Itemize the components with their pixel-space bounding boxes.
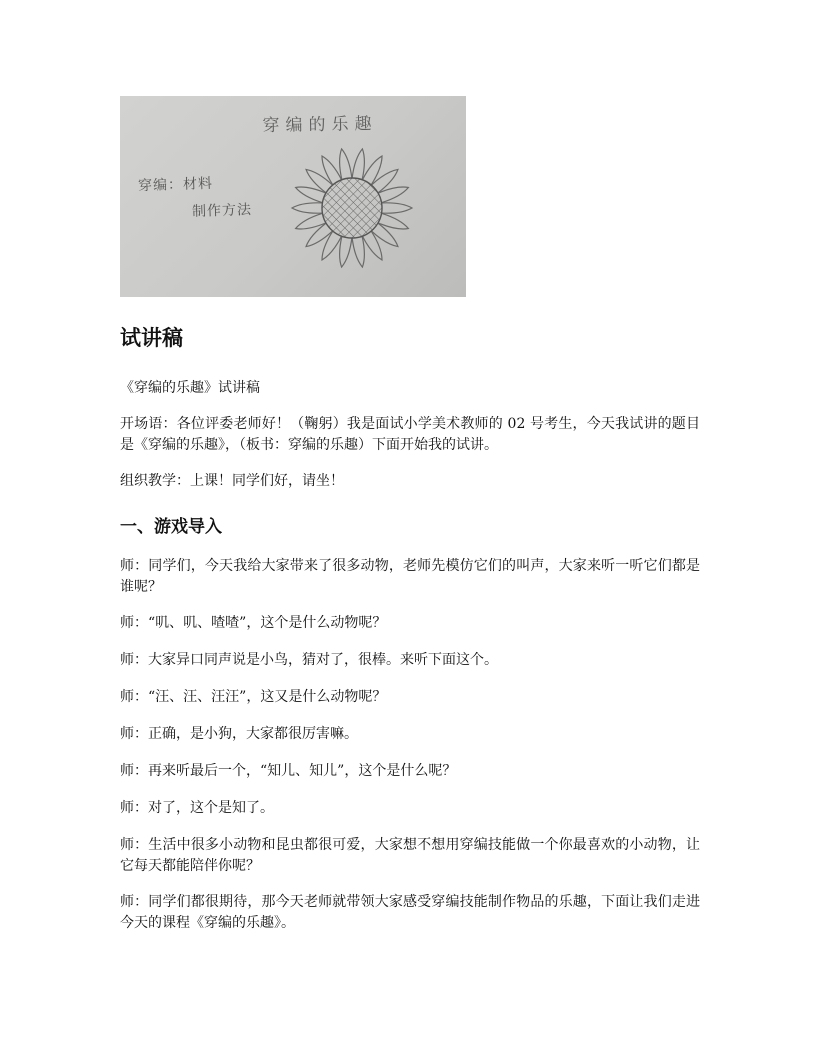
dialogue-paragraph: 师：正确，是小狗，大家都很厉害嘛。	[120, 726, 358, 742]
petal	[382, 203, 412, 213]
opening-paragraph: 开场语：各位评委老师好！（鞠躬）我是面试小学美术教师的 02 号考生，今天我试讲的题目是《穿编的乐趣》，（板书：穿编的乐趣）下面开始我的试讲。	[120, 416, 700, 453]
sketch-title: 穿编的乐趣	[262, 113, 378, 137]
sketch-note-materials: 穿编：材料	[137, 175, 214, 195]
page-heading: 试讲稿	[120, 326, 183, 350]
dialogue-paragraph: 师：生活中很多小动物和昆虫都很可爱，大家想不想用穿编技能做一个你最喜欢的小动物，让它每天都能陪伴你呢？	[120, 837, 700, 874]
dialogue-paragraph: 师：“汪、汪、汪汪”，这又是什么动物呢？	[120, 689, 387, 705]
petal	[292, 203, 322, 213]
intro-title: 《穿编的乐趣》试讲稿	[120, 380, 260, 396]
dialogue-paragraph: 师：同学们都很期待，那今天老师就带领大家感受穿编技能制作物品的乐趣，下面让我们走进今天的课程《穿编的乐趣》。	[120, 894, 700, 931]
organize-paragraph: 组织教学：上课！同学们好，请坐！	[120, 473, 344, 489]
petal	[340, 149, 352, 180]
section-heading: 一、游戏导入	[120, 517, 222, 537]
blackboard-sketch-photo	[120, 96, 466, 297]
petal	[352, 149, 364, 180]
petal	[352, 236, 364, 267]
dialogue-paragraph: 师：同学们，今天我给大家带来了很多动物，老师先模仿它们的叫声，大家来听一听它们都是谁呢？	[120, 558, 700, 595]
dialogue-paragraph: 师：大家异口同声说是小鸟，猜对了，很棒。来听下面这个。	[120, 652, 498, 668]
petal	[340, 236, 352, 267]
sketch-note-method: 制作方法	[191, 201, 253, 221]
dialogue-paragraph: 师：对了，这个是知了。	[120, 800, 274, 816]
dialogue-paragraph: 师：“叽、叽、喳喳”，这个是什么动物呢？	[120, 615, 387, 631]
dialogue-paragraph: 师：再来听最后一个，“知儿、知儿”，这个是什么呢？	[120, 763, 457, 779]
